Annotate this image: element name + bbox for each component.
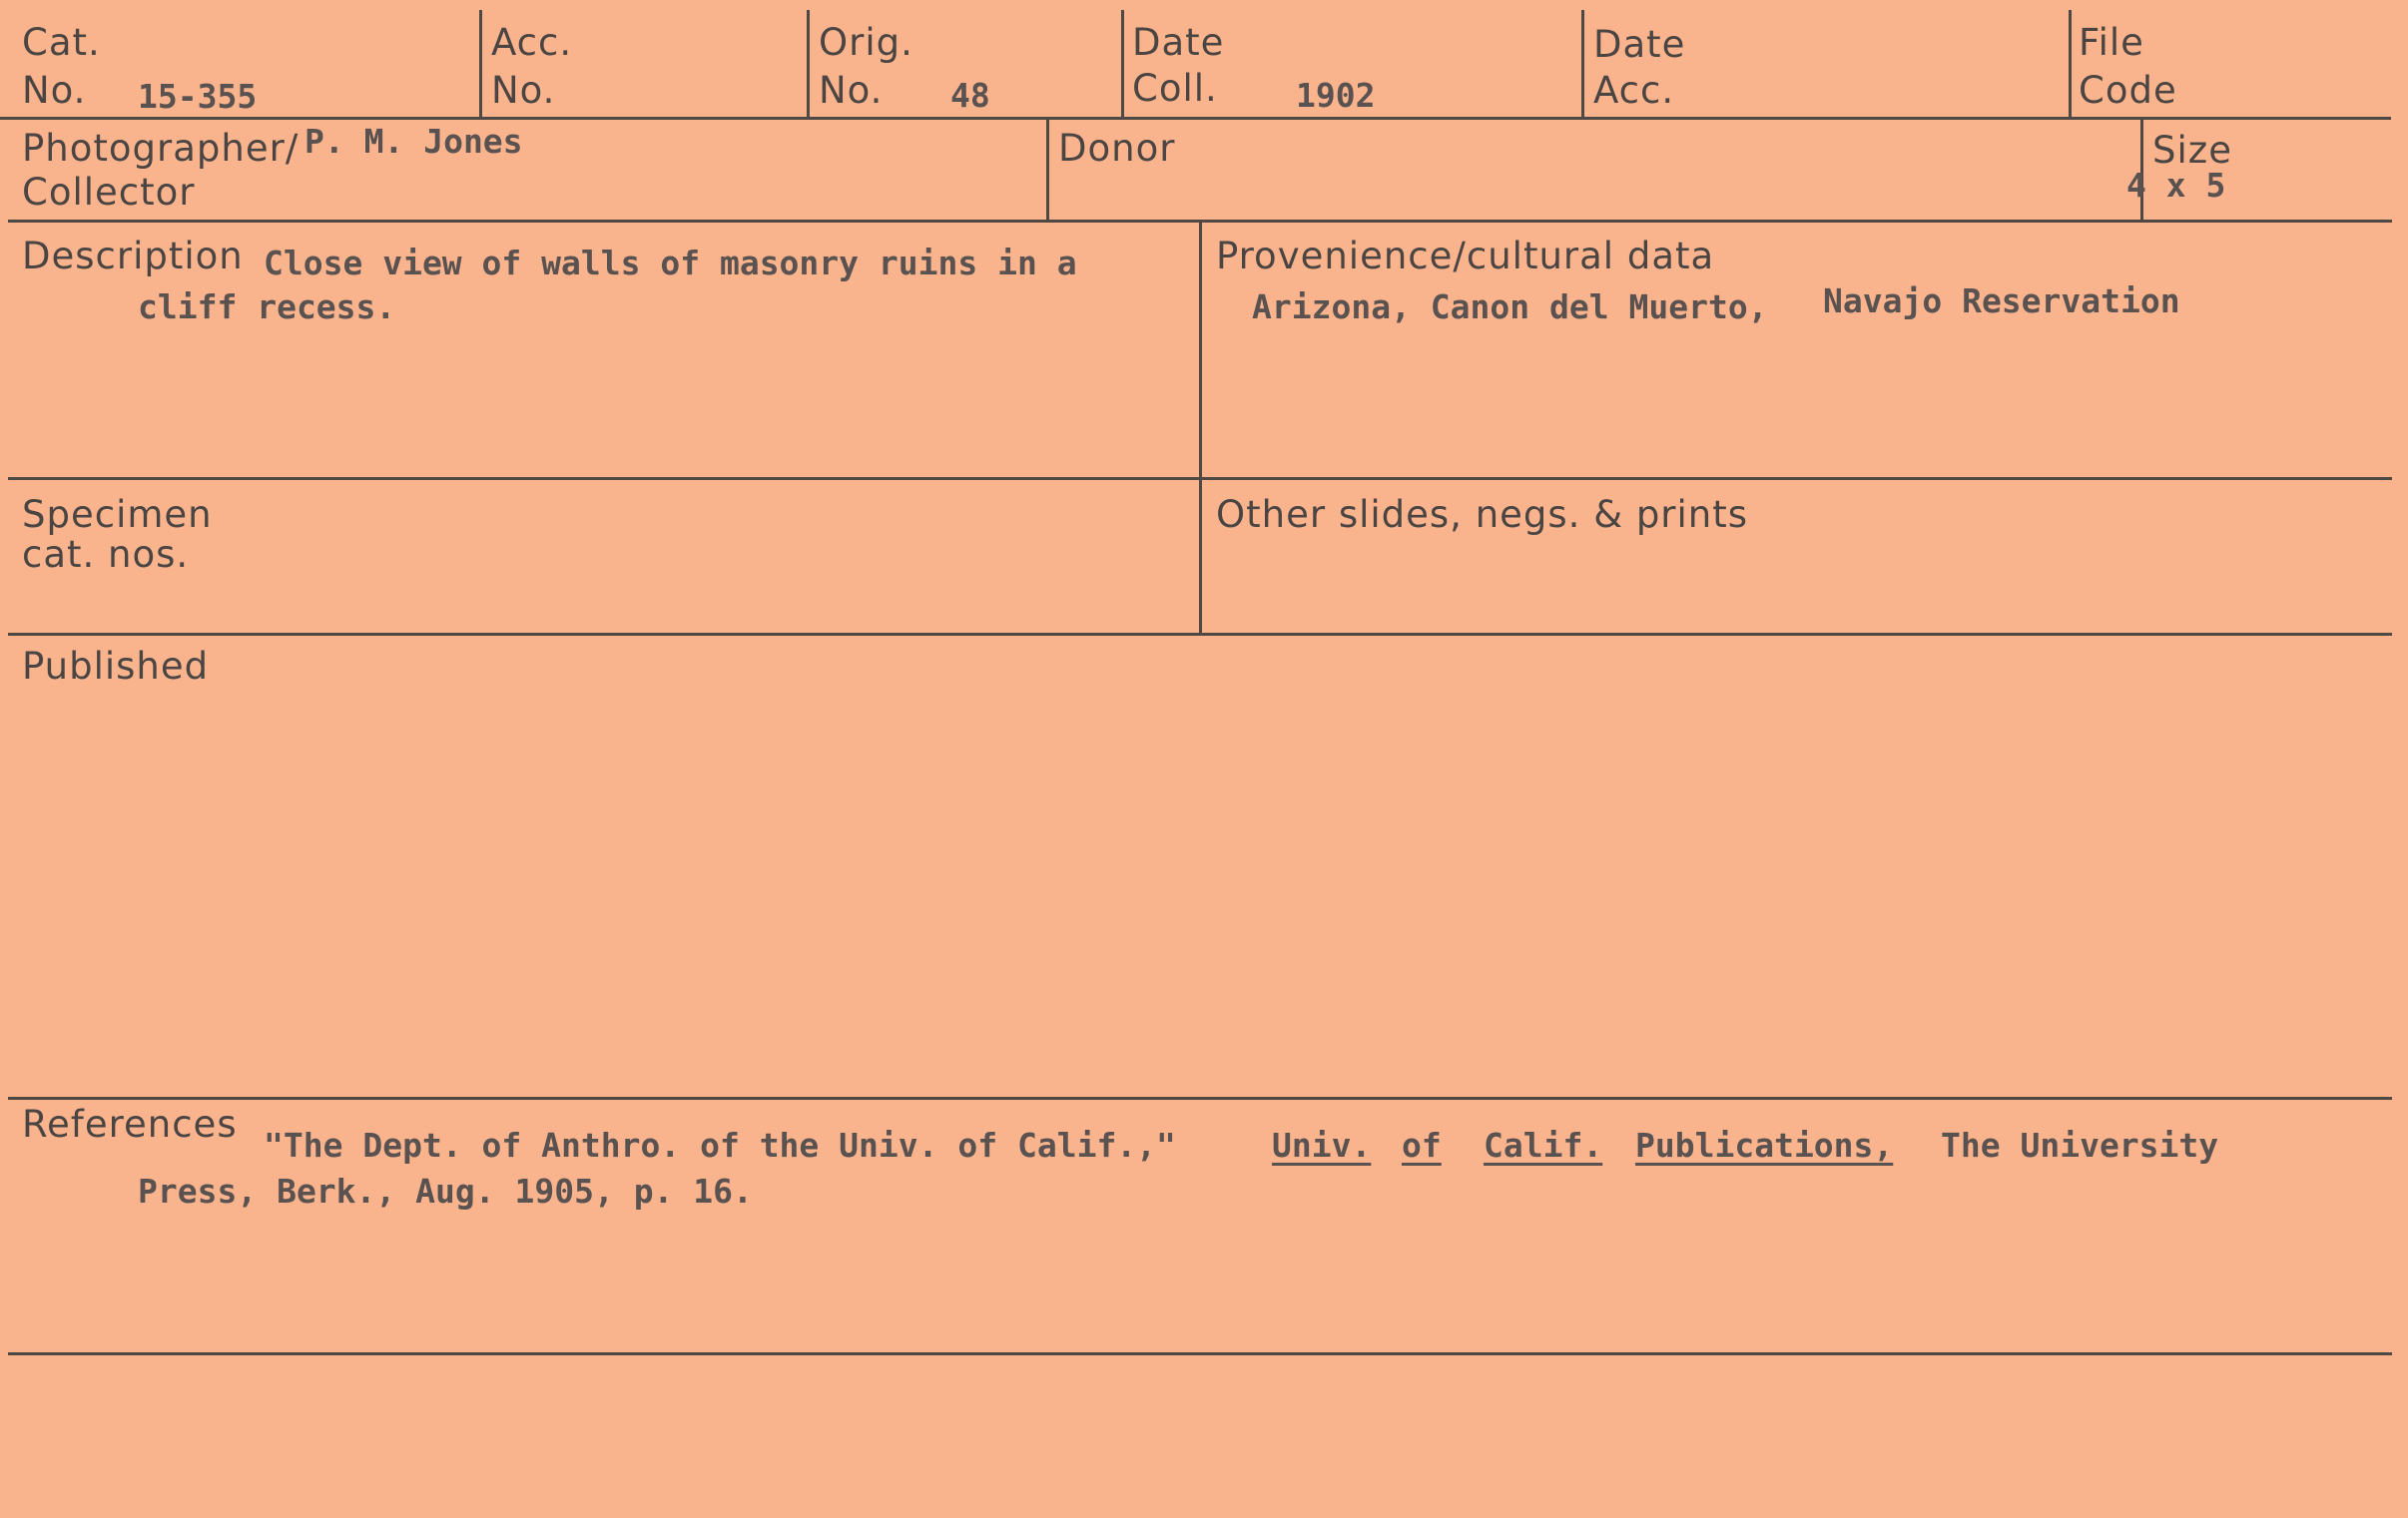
references-line-1-calif: Calif.: [1484, 1126, 1603, 1165]
donor-label: Donor: [1058, 127, 1176, 170]
provenience-label: Provenience/cultural data: [1216, 235, 1715, 277]
cat-number-value: 15-355: [138, 77, 258, 116]
rule-v-cat: [479, 10, 482, 118]
rule-v-acc: [807, 10, 810, 118]
rule-v-photographer: [1046, 118, 1049, 221]
published-label: Published: [22, 645, 210, 688]
references-line-1-univ: Univ.: [1272, 1126, 1372, 1165]
file-code-label-1: File: [2079, 21, 2144, 64]
orig-number-value: 48: [950, 76, 990, 115]
description-label: Description: [22, 235, 244, 277]
acc-label-1: Acc.: [491, 21, 573, 64]
rule-published-bottom: [8, 1097, 2392, 1100]
date-coll-label-1: Date: [1132, 21, 1225, 64]
description-line-1: Close view of walls of masonry ruins in a: [264, 244, 1077, 282]
acc-label-2: No.: [491, 69, 556, 112]
size-value: 4 x 5: [2126, 166, 2226, 205]
rule-references-bottom: [8, 1352, 2392, 1355]
photographer-value: P. M. Jones: [304, 122, 523, 161]
references-line-2: Press, Berk., Aug. 1905, p. 16.: [138, 1172, 753, 1211]
file-code-label-2: Code: [2079, 69, 2177, 112]
rule-v-datecoll: [1581, 10, 1584, 118]
date-acc-label-1: Date: [1593, 23, 1686, 66]
cat-label-1: Cat.: [22, 21, 101, 64]
size-label: Size: [2152, 129, 2232, 172]
date-coll-value: 1902: [1296, 76, 1376, 115]
photographer-label-2: Collector: [22, 171, 196, 214]
orig-label-1: Orig.: [819, 21, 913, 64]
specimen-label-2: cat. nos.: [22, 533, 190, 576]
photographer-label-1: Photographer/: [22, 127, 300, 170]
rule-v-middle: [1199, 221, 1202, 635]
other-slides-label: Other slides, negs. & prints: [1216, 493, 1749, 536]
references-line-1-a: "The Dept. of Anthro. of the Univ. of Calif.,": [264, 1126, 1176, 1165]
description-line-2: cliff recess.: [138, 287, 396, 326]
references-line-1-b: The University: [1941, 1126, 2219, 1165]
rule-v-orig: [1121, 10, 1124, 118]
date-coll-label-2: Coll.: [1132, 67, 1218, 110]
specimen-label-1: Specimen: [22, 493, 213, 536]
orig-label-2: No.: [819, 69, 884, 112]
references-label: References: [22, 1103, 238, 1146]
references-line-1-publications: Publications,: [1635, 1126, 1894, 1165]
references-line-1-of: of: [1402, 1126, 1442, 1165]
rule-v-dateacc: [2069, 10, 2072, 118]
cat-label-2: No.: [22, 69, 87, 112]
provenience-value-1: Arizona, Canon del Muerto,: [1252, 287, 1768, 326]
date-acc-label-2: Acc.: [1593, 69, 1675, 112]
provenience-value-2: Navajo Reservation: [1823, 281, 2180, 320]
